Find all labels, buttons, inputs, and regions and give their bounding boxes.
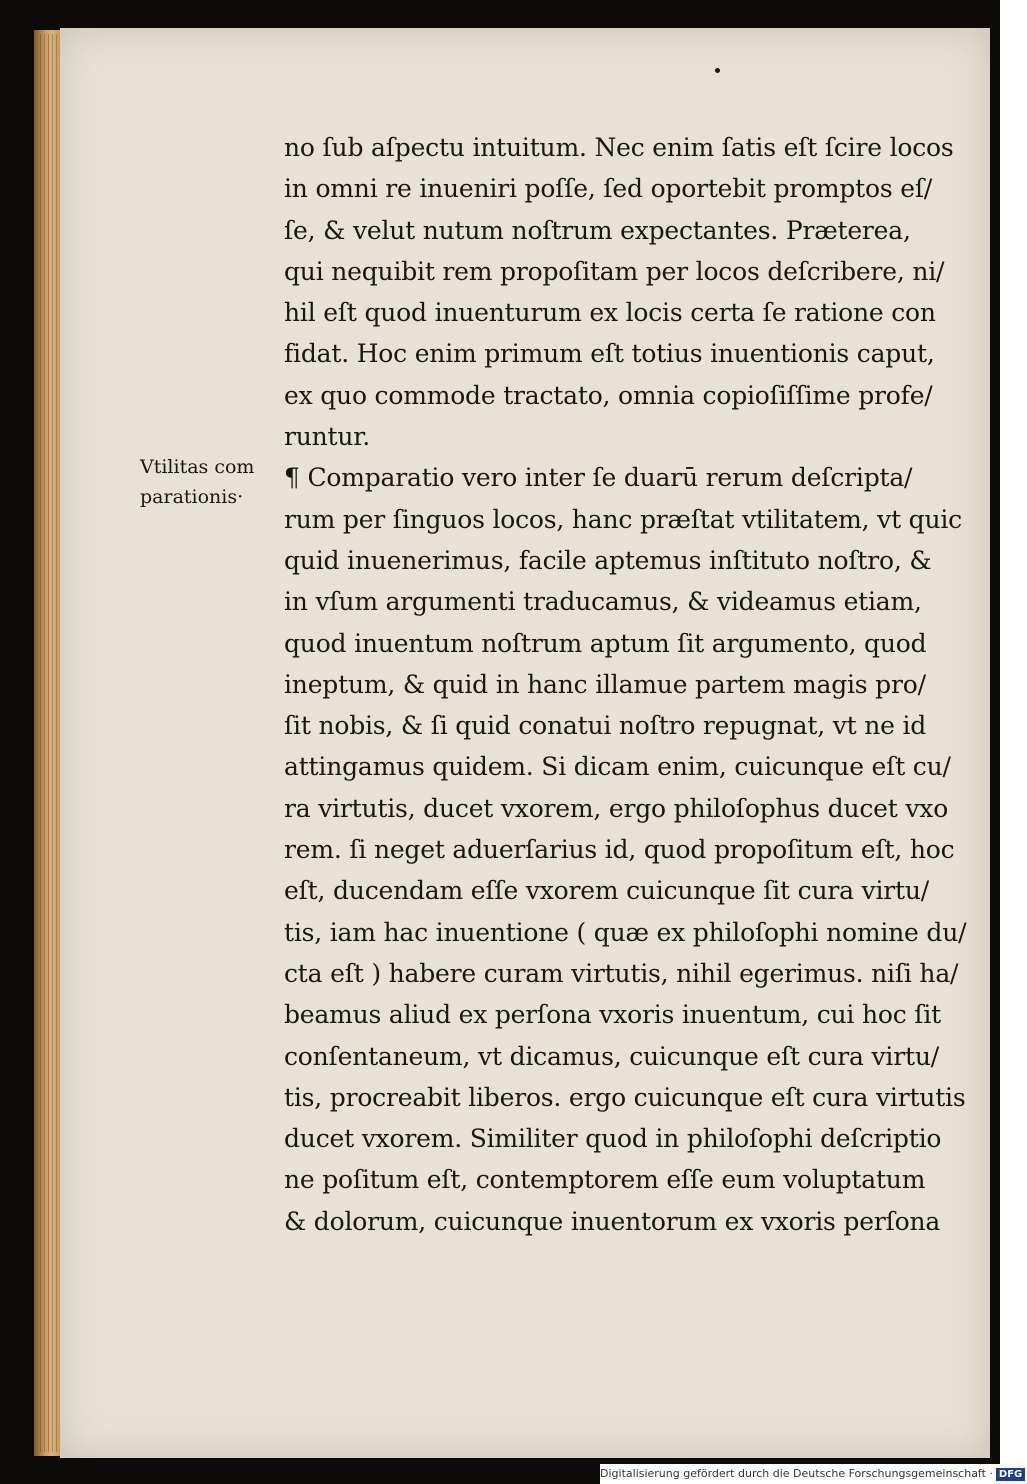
dfg-logo-icon[interactable]: DFG — [996, 1468, 1025, 1481]
text-line: beamus aliud ex perſona vxoris inuentum, cui hoc ſit — [284, 1000, 941, 1030]
text-line: in vſum argumenti traducamus, & videamus etiam, — [284, 587, 922, 617]
text-line: rum per ſinguos locos, hanc præſtat vtilitatem, vt quic — [284, 504, 962, 534]
text-line: rem. ſi neget aduerſarius id, quod propoſitum eſt, hoc — [284, 835, 955, 865]
margin-note-line: parationis· — [140, 486, 244, 508]
text-line: ra virtutis, ducet vxorem, ergo philoſophus ducet vxo — [284, 793, 949, 823]
text-line: ineptum, & quid in hanc illamue partem magis pro/ — [284, 669, 926, 699]
footer-credit — [600, 1464, 1023, 1484]
margin-note — [140, 452, 280, 512]
text-line: tis, iam hac inuentione ( quæ ex philoſophi nomine du/ — [284, 917, 967, 947]
text-line: fidat. Hoc enim primum eſt totius inuentionis caput, — [284, 339, 935, 369]
margin-note-line: Vtilitas com — [140, 456, 255, 478]
text-line: qui nequibit rem propoſitam per locos deſcribere, ni/ — [284, 256, 945, 286]
text-line: no ſub aſpectu intuitum. Nec enim ſatis eſt ſcire locos — [284, 133, 954, 162]
text-line: ſe, & velut nutum noſtrum expectantes. Præterea, — [284, 215, 911, 245]
text-line: quod inuentum noſtrum aptum ſit argumento, quod — [284, 628, 927, 658]
text-line: tis, procreabit liberos. ergo cuicunque eſt cura virtutis — [284, 1082, 966, 1112]
text-line: eſt, ducendam eſſe vxorem cuicunque ſit cura virtu/ — [284, 876, 930, 906]
body-text — [284, 127, 967, 1242]
ink-dot — [715, 68, 720, 73]
text-line: ſit nobis, & ſi quid conatui noſtro repugnat, vt ne id — [284, 711, 927, 741]
text-line: & dolorum, cuicunque inuentorum ex vxoris perſona — [284, 1206, 941, 1236]
text-line: in omni re inueniri poſſe, ſed oportebit promptos eſ/ — [284, 174, 933, 204]
footer-text: Digitalisierung gefördert durch die Deutsche Forschungsgemeinschaft · — [600, 1467, 993, 1480]
text-line: attingamus quidem. Si dicam enim, cuicunque eſt cu/ — [284, 752, 951, 782]
text-line: ¶ Comparatio vero inter ſe duarū rerum deſcripta/ — [284, 463, 913, 493]
text-line: runtur. — [284, 422, 371, 452]
text-line: conſentaneum, vt dicamus, cuicunque eſt cura virtu/ — [284, 1041, 939, 1071]
text-line: ne poſitum eſt, contemptorem eſſe eum voluptatum — [284, 1165, 926, 1195]
text-line: quid inuenerimus, facile aptemus inſtituto noſtro, & — [284, 545, 932, 575]
text-line: ex quo commode tractato, omnia copioſiſſime profe/ — [284, 380, 933, 410]
text-line: cta eſt ) habere curam virtutis, nihil egerimus. niſi ha/ — [284, 958, 959, 988]
text-line: hil eſt quod inuenturum ex locis certa ſe ratione con — [284, 298, 936, 328]
book-page-edge-lines — [40, 34, 60, 1452]
text-line: ducet vxorem. Similiter quod in philoſophi deſcriptio — [284, 1124, 942, 1154]
